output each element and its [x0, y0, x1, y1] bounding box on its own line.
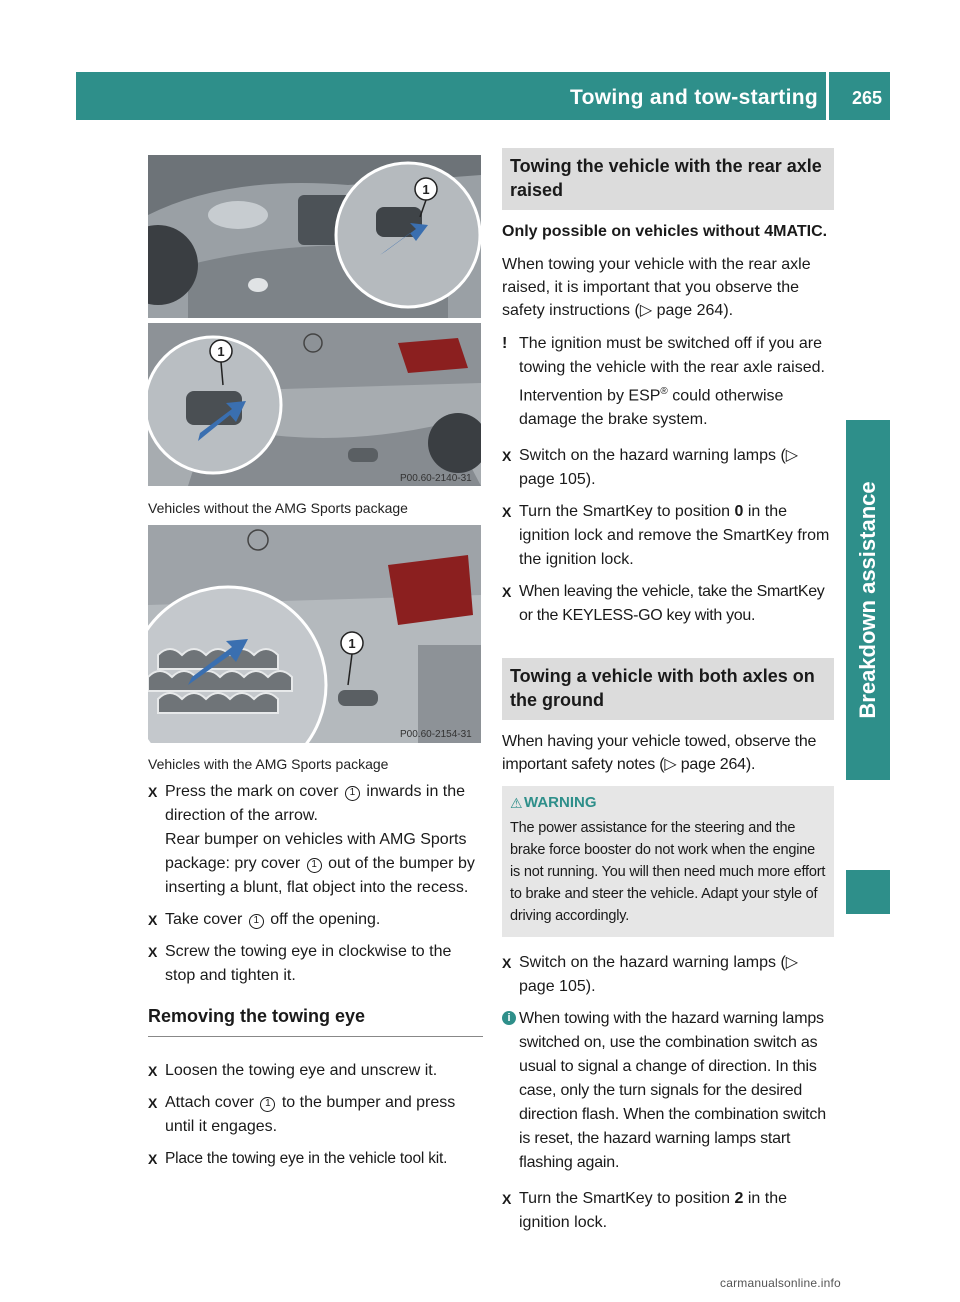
step-marker-icon: X: [148, 1151, 158, 1167]
warning-box: [502, 786, 834, 937]
step-loosen: [148, 1059, 483, 1083]
intro-both-axles: When having your vehicle towed, observe the important safety notes (▷ page 264).: [502, 733, 817, 774]
step-marker-icon: X: [148, 1063, 158, 1079]
step-key-position-2: [502, 1187, 834, 1235]
step-marker-icon: X: [502, 504, 512, 521]
step-text: Take cover: [165, 911, 243, 928]
page-title: Towing and tow-starting: [570, 86, 818, 109]
step-text: in the ignition lock and remove the SmartKey from the ignition lock.: [519, 503, 830, 569]
intro-rear-axle: When towing your vehicle with the rear axle raised, it is important that you observe the safety instructions (▷ page 264).: [502, 256, 811, 319]
right-column: [502, 148, 834, 1243]
callout-1-icon: 1: [260, 1097, 275, 1112]
rear-amg-code: P00.60-2154-31: [400, 729, 472, 740]
step-text: to the bumper and press until it engages.: [165, 1094, 456, 1135]
header-bar: [76, 72, 890, 120]
caption-with-amg: Vehicles with the AMG Sports package: [148, 756, 389, 772]
info-note: [502, 1007, 834, 1175]
page-number: 265: [851, 88, 882, 108]
info-icon: i: [502, 1011, 516, 1025]
step-screw-in: [148, 940, 483, 988]
step-marker-icon: X: [148, 944, 158, 960]
step-key-position-0: [502, 500, 834, 572]
watermark: carmanualsonline.info: [720, 1276, 841, 1290]
step-marker-icon: X: [148, 784, 158, 800]
front-bumper-image: [148, 155, 481, 318]
step-text: inwards in the direction of the arrow.: [165, 783, 466, 824]
section-side-label: Breakdown assistance: [855, 481, 880, 719]
caption-without-amg: Vehicles without the AMG Sports package: [148, 500, 408, 516]
info-text: When towing with the hazard warning lamps switched on, use the combination switch as usual to signal a change of direction. In this case, only the turn signals for the desired direction flash. When the combination switch is reset, the hazard warning lamps start flashing again.: [519, 1010, 826, 1172]
note-text: could otherwise damage the brake system.: [519, 387, 784, 429]
step-text: off the opening.: [270, 911, 381, 928]
rear-standard-code: P00.60-2140-31: [400, 473, 472, 484]
step-text: Switch on the hazard warning lamps (▷ page 105).: [519, 447, 799, 489]
rear-amg-bumper-image: [148, 525, 481, 743]
step-hazard-lamps: [502, 444, 834, 492]
warning-header: [510, 794, 826, 811]
header-separator: [826, 72, 829, 120]
only-possible-note: Only possible on vehicles without 4MATIC.: [502, 223, 828, 240]
side-marker-box: [846, 870, 890, 914]
key-position: 2: [734, 1190, 744, 1208]
step-take-cover: [148, 908, 483, 932]
section-rear-axle-title: Towing the vehicle with the rear axle raised: [502, 148, 834, 210]
step-text: Press the mark on cover: [165, 783, 339, 800]
step-detail-text: Rear bumper on vehicles with AMG Sports package: pry cover: [165, 831, 467, 872]
step-marker-icon: X: [502, 448, 512, 465]
step-press-mark: [148, 780, 483, 900]
step-text: Switch on the hazard warning lamps (▷ page 105).: [519, 954, 799, 996]
step-text: in the ignition lock.: [519, 1190, 788, 1232]
warning-icon: ⚠: [510, 795, 523, 812]
rear-bumper-image: [148, 323, 481, 486]
caution-note: [502, 332, 834, 432]
step-text: Screw the towing eye in clockwise to the stop and tighten it.: [165, 943, 452, 984]
step-hazard-lamps-2: [502, 951, 834, 999]
step-place-eye: [148, 1147, 483, 1171]
step-detail-text: out of the bumper by inserting a blunt, flat object into the recess.: [165, 855, 475, 896]
key-position: 0: [734, 503, 744, 521]
left-column: [148, 780, 483, 1179]
step-marker-icon: X: [502, 955, 512, 972]
callout-1-icon: 1: [307, 858, 322, 873]
step-text: When leaving the vehicle, take the SmartKey or the KEYLESS-GO key with you.: [519, 583, 825, 625]
step-text: Place the towing eye in the vehicle tool kit.: [165, 1150, 448, 1167]
step-text: Loosen the towing eye and unscrew it.: [165, 1062, 438, 1079]
removing-heading: Removing the towing eye: [148, 1006, 483, 1037]
callout-1-icon: 1: [345, 786, 360, 801]
warning-label: WARNING: [524, 794, 597, 812]
step-text: Turn the SmartKey to position: [519, 1190, 735, 1208]
step-attach-cover: [148, 1091, 483, 1139]
rear-standard-callout: 1: [217, 344, 225, 359]
step-text: Turn the SmartKey to position: [519, 503, 735, 521]
step-text: Attach cover: [165, 1094, 254, 1111]
step-take-key: [502, 580, 834, 628]
note-text: The ignition must be switched off if you are towing the vehicle with the rear axle raised. Intervention by ESP: [519, 335, 825, 405]
step-marker-icon: X: [502, 584, 512, 601]
rear-amg-callout: 1: [348, 636, 356, 651]
section-both-axles-title: Towing a vehicle with both axles on the ground: [502, 658, 834, 720]
callout-1-icon: 1: [249, 914, 264, 929]
step-marker-icon: X: [148, 912, 158, 928]
step-marker-icon: X: [502, 1191, 512, 1208]
caution-icon: !: [502, 335, 508, 352]
front-callout: 1: [422, 182, 430, 197]
registered-mark: ®: [660, 386, 668, 397]
warning-text: The power assistance for the steering and the brake force booster do not work when the engine is not running. You will then need much more effort to brake and steer the vehicle. Adapt your style of driving accordingly.: [510, 820, 826, 925]
step-marker-icon: X: [148, 1095, 158, 1111]
